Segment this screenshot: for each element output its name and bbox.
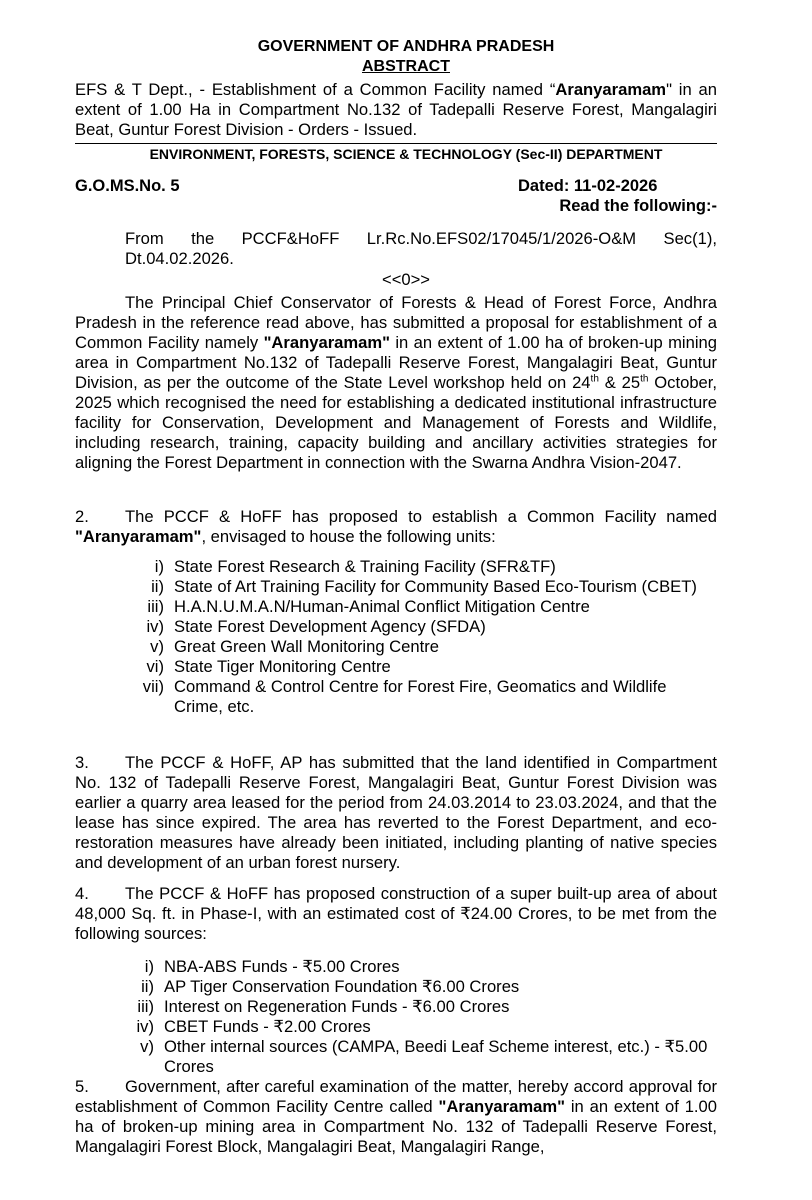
list-item: ii) AP Tiger Conservation Foundation ₹6.00 Crores: [141, 977, 520, 996]
para1-text-c: & 25: [598, 373, 641, 392]
header-divider: [75, 143, 717, 144]
para4-number: 4.: [75, 884, 89, 903]
list-item: v) Great Green Wall Monitoring Centre: [150, 637, 439, 656]
read-following-label: Read the following:-: [559, 197, 717, 215]
list-item: iii) Interest on Regeneration Funds - ₹6.00 Crores: [137, 997, 510, 1016]
department-name: ENVIRONMENT, FORESTS, SCIENCE & TECHNOLOGY (Sec-II) DEPARTMENT: [149, 146, 663, 162]
list-item: vi) State Tiger Monitoring Centre: [146, 657, 391, 676]
list-item: v) Other internal sources (CAMPA, Beedi Leaf Scheme interest, etc.) - ₹5.00 Crores: [140, 1037, 708, 1076]
list-item: i) NBA-ABS Funds - ₹5.00 Crores: [144, 957, 400, 976]
para2-text-a: The PCCF & HoFF has proposed to establish a Common Facility named: [125, 507, 717, 526]
para1-text-b: in an extent of 1.00 ha of broken-up mining area in Compartment No.132 of Tadepalli Reserve Forest, Mangalagiri Beat, Guntur Division, as per the outcome of the State Level workshop held on 24: [75, 333, 717, 392]
para5-text-b: in an extent of 1.00 ha of broken-up mining area in Compartment No. 132 of Tadepalli Reserve Forest, Mangalagiri Forest Block, Mangalagiri Beat, Mangalagiri Range,: [75, 1097, 717, 1156]
list-item: iii) H.A.N.U.M.A.N/Human-Animal Conflict Mitigation Centre: [147, 597, 590, 616]
para4-text: The PCCF & HoFF has proposed construction of a super built-up area of about 48,000 Sq. ft. in Phase-I, with an estimated cost of ₹24.00 Crores, to be met from the following sources:: [75, 884, 717, 943]
subject-suffix: " in an extent of 1.00 Ha in Compartment No.132 of Tadepalli Reserve Forest, Mangalagiri Beat, Guntur Forest Division - Orders - Issued.: [75, 80, 717, 139]
para5-number: 5.: [75, 1077, 89, 1096]
para1-sup-1: th: [590, 373, 599, 385]
paragraph-1: [75, 293, 717, 473]
para1-facility-name: "Aranyaramam": [263, 333, 390, 352]
paragraph-4: [75, 884, 717, 944]
para1-text-a: The Principal Chief Conservator of Forests & Head of Forest Force, Andhra Pradesh in the reference read above, has submitted a proposal for establishment of a Common Facility namely: [75, 293, 717, 352]
para5-facility-name: "Aranyaramam": [438, 1097, 565, 1116]
paragraph-2: [75, 507, 717, 547]
para1-text-d: October, 2025 which recognised the need for establishing a dedicated institutional infrastructure facility for Conservation, Development and Management of Forests and Wildlife, including research, training, capacity building and ancillary activities strategies for aligning the Forest Department in connection with the Swarna Andhra Vision-2047.: [75, 373, 717, 472]
units-list: [120, 557, 717, 717]
funding-sources-list: [110, 957, 717, 1077]
para1-sup-2: th: [640, 373, 649, 385]
order-number: G.O.MS.No. 5: [75, 177, 180, 195]
para5-text-a: Government, after careful examination of the matter, hereby accord approval for establishment of Common Facility Centre called: [75, 1077, 717, 1116]
abstract-heading: ABSTRACT: [362, 58, 450, 75]
paragraph-3: [75, 753, 717, 873]
para2-text-b: , envisaged to house the following units:: [201, 527, 496, 546]
para2-facility-name: "Aranyaramam": [75, 527, 202, 546]
reference-letter: From the PCCF&HoFF Lr.Rc.No.EFS02/17045/1/2026-O&M Sec(1), Dt.04.02.2026.: [125, 229, 717, 268]
para2-number: 2.: [75, 507, 89, 526]
list-item: vii) Command & Control Centre for Forest Fire, Geomatics and Wildlife Crime, etc.: [142, 677, 667, 716]
list-item: iv) CBET Funds - ₹2.00 Crores: [136, 1017, 371, 1036]
order-date: Dated: 11-02-2026: [518, 177, 658, 195]
list-item: i) State Forest Research & Training Facility (SFR&TF): [154, 557, 556, 576]
para3-number: 3.: [75, 753, 89, 772]
subject-prefix: EFS & T Dept., - Establishment of a Common Facility named “: [75, 80, 556, 99]
subject-text: [75, 80, 717, 140]
paragraph-5: [75, 1077, 717, 1157]
list-item: ii) State of Art Training Facility for Community Based Eco-Tourism (CBET): [151, 577, 697, 596]
para3-text: The PCCF & HoFF, AP has submitted that the land identified in Compartment No. 132 of Tadepalli Reserve Forest, Mangalagiri Beat, Guntur Forest Division was earlier a quarry area leased for the period from 24.03.2014 to 23.03.2024, and that the lease has since expired. The area has reverted to the Forest Department, and eco-restoration measures have already been initiated, including planting of native species and development of an urban forest nursery.: [75, 753, 717, 872]
subject-facility-name: Aranyaramam: [555, 80, 667, 99]
list-item: iv) State Forest Development Agency (SFDA): [146, 617, 486, 636]
government-title: GOVERNMENT OF ANDHRA PRADESH: [257, 38, 555, 55]
section-separator: <<0>>: [382, 270, 430, 289]
